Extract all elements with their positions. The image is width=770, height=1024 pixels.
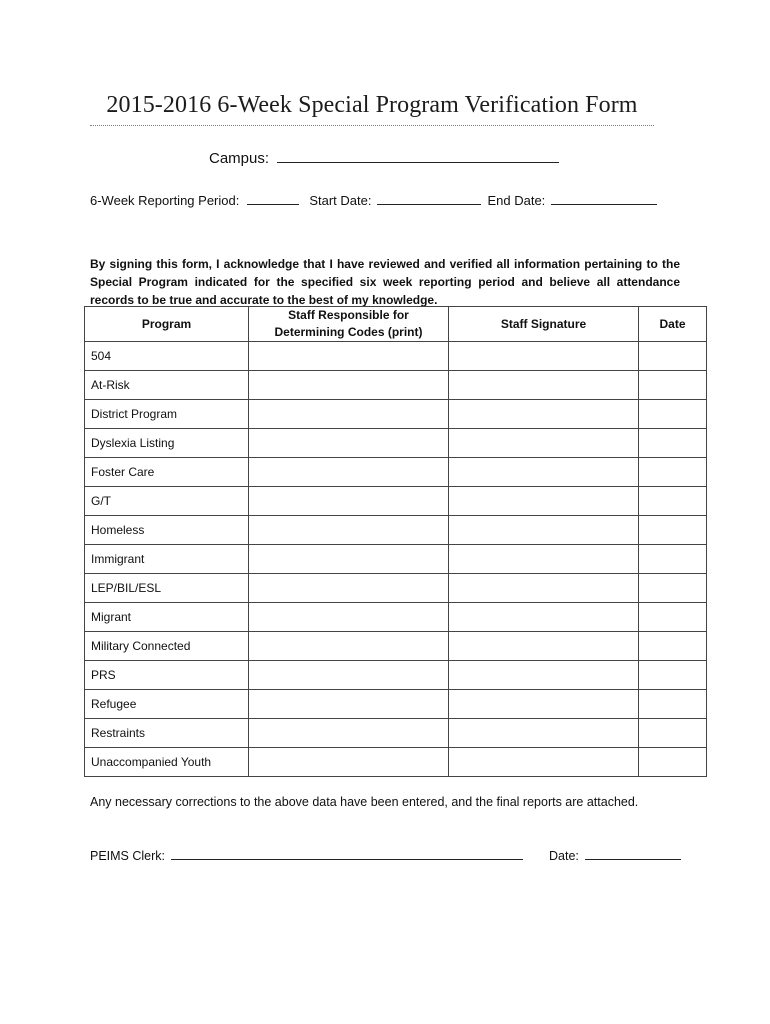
staff-signature-cell[interactable] (449, 516, 639, 545)
table-row (85, 719, 707, 748)
program-cell: Military Connected (85, 632, 249, 661)
corrections-statement: Any necessary corrections to the above data have been entered, and the final reports are attached. (90, 795, 639, 809)
staff-responsible-cell[interactable] (249, 487, 449, 516)
form-title: 2015-2016 6-Week Special Program Verification Form (106, 92, 638, 118)
date-cell[interactable] (639, 574, 707, 603)
staff-responsible-cell[interactable] (249, 458, 449, 487)
staff-signature-cell[interactable] (449, 719, 639, 748)
staff-signature-cell[interactable] (449, 400, 639, 429)
staff-signature-cell[interactable] (449, 487, 639, 516)
staff-signature-cell[interactable] (449, 748, 639, 777)
table-header-row (85, 307, 707, 342)
peims-clerk-field[interactable] (171, 848, 523, 860)
program-cell: 504 (85, 342, 249, 371)
staff-responsible-cell[interactable] (249, 661, 449, 690)
date-cell[interactable] (639, 371, 707, 400)
table-row (85, 400, 707, 429)
staff-responsible-cell[interactable] (249, 719, 449, 748)
date-cell[interactable] (639, 603, 707, 632)
peims-clerk-label: PEIMS Clerk: (90, 849, 166, 863)
table-row (85, 632, 707, 661)
staff-responsible-cell[interactable] (249, 603, 449, 632)
staff-signature-cell[interactable] (449, 661, 639, 690)
reporting-period-row (90, 193, 657, 208)
date-cell[interactable] (639, 690, 707, 719)
staff-responsible-cell[interactable] (249, 371, 449, 400)
campus-label: Campus: (209, 150, 270, 167)
table-row (85, 574, 707, 603)
program-cell: District Program (85, 400, 249, 429)
date-cell[interactable] (639, 429, 707, 458)
acknowledgement-statement: By signing this form, I acknowledge that I have reviewed and verified all information pertaining to the Special Program indicated for the specified six week reporting period and believe all attendance records to be true and accurate to the best of my knowledge. (90, 257, 680, 307)
date-cell[interactable] (639, 487, 707, 516)
staff-responsible-cell[interactable] (249, 574, 449, 603)
date-cell[interactable] (639, 719, 707, 748)
staff-signature-cell[interactable] (449, 574, 639, 603)
date-cell[interactable] (639, 342, 707, 371)
table-row (85, 342, 707, 371)
peims-date-label: Date: (549, 849, 579, 863)
program-cell: LEP/BIL/ESL (85, 574, 249, 603)
program-rows (85, 342, 707, 777)
staff-responsible-cell[interactable] (249, 748, 449, 777)
program-cell: Restraints (85, 719, 249, 748)
staff-signature-cell[interactable] (449, 603, 639, 632)
end-date-label: End Date: (487, 193, 546, 208)
date-cell[interactable] (639, 400, 707, 429)
staff-signature-cell[interactable] (449, 342, 639, 371)
peims-date-field[interactable] (585, 848, 681, 860)
date-cell[interactable] (639, 516, 707, 545)
program-cell: Foster Care (85, 458, 249, 487)
program-cell: Unaccompanied Youth (85, 748, 249, 777)
date-cell[interactable] (639, 632, 707, 661)
program-cell: Dyslexia Listing (85, 429, 249, 458)
table-row (85, 516, 707, 545)
date-cell[interactable] (639, 748, 707, 777)
date-cell[interactable] (639, 458, 707, 487)
table-row (85, 748, 707, 777)
staff-responsible-cell[interactable] (249, 690, 449, 719)
program-verification-table (84, 306, 707, 777)
staff-signature-cell[interactable] (449, 429, 639, 458)
reporting-period-field[interactable] (247, 193, 299, 205)
header-date: Date (639, 307, 707, 342)
staff-responsible-cell[interactable] (249, 516, 449, 545)
staff-responsible-cell[interactable] (249, 342, 449, 371)
campus-row (209, 149, 559, 167)
staff-responsible-cell[interactable] (249, 429, 449, 458)
end-date-field[interactable] (551, 193, 657, 205)
program-cell: Homeless (85, 516, 249, 545)
program-cell: Immigrant (85, 545, 249, 574)
header-staff-responsible: Staff Responsible for Determining Codes (print) (249, 307, 449, 342)
program-cell: Migrant (85, 603, 249, 632)
table-row (85, 458, 707, 487)
reporting-period-label: 6-Week Reporting Period: (90, 193, 240, 208)
title-divider (90, 125, 654, 126)
peims-clerk-row (90, 848, 681, 863)
staff-responsible-cell[interactable] (249, 632, 449, 661)
table-row (85, 487, 707, 516)
staff-signature-cell[interactable] (449, 545, 639, 574)
staff-signature-cell[interactable] (449, 458, 639, 487)
staff-signature-cell[interactable] (449, 632, 639, 661)
header-program: Program (85, 307, 249, 342)
table-row (85, 545, 707, 574)
date-cell[interactable] (639, 545, 707, 574)
staff-responsible-cell[interactable] (249, 545, 449, 574)
program-cell: G/T (85, 487, 249, 516)
program-cell: PRS (85, 661, 249, 690)
program-cell: At-Risk (85, 371, 249, 400)
program-cell: Refugee (85, 690, 249, 719)
staff-responsible-cell[interactable] (249, 400, 449, 429)
start-date-label: Start Date: (309, 193, 372, 208)
campus-field[interactable] (277, 149, 559, 163)
date-cell[interactable] (639, 661, 707, 690)
table-row (85, 371, 707, 400)
table-row (85, 603, 707, 632)
staff-signature-cell[interactable] (449, 690, 639, 719)
header-staff-signature: Staff Signature (449, 307, 639, 342)
table-row (85, 690, 707, 719)
table-row (85, 429, 707, 458)
staff-signature-cell[interactable] (449, 371, 639, 400)
start-date-field[interactable] (377, 193, 481, 205)
table-row (85, 661, 707, 690)
